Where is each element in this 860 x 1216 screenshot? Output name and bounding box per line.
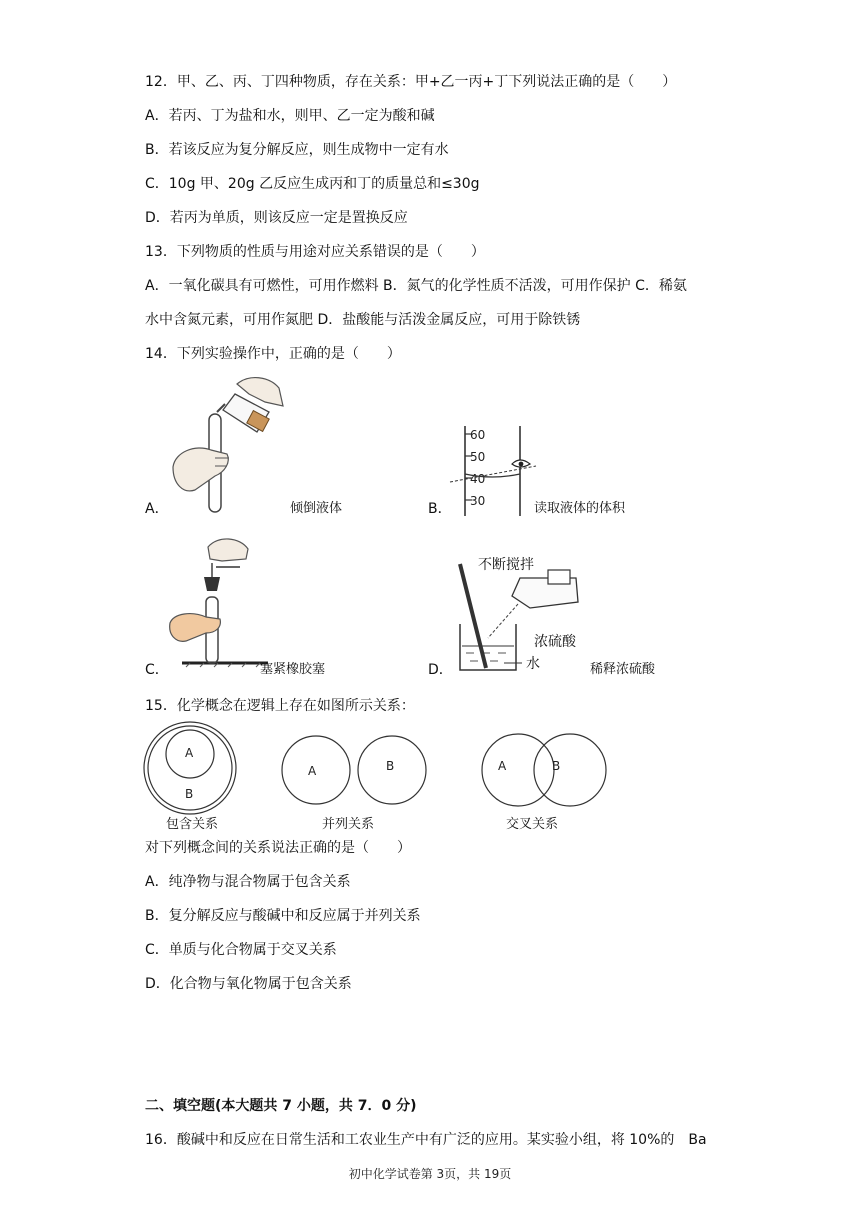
stopper-figure: [160, 533, 270, 668]
q12-option-a: A．若丙、丁为盐和水，则甲、乙一定为酸和碱: [145, 108, 435, 124]
q12-option-b: B．若该反应为复分解反应，则生成物中一定有水: [145, 142, 449, 158]
q13-options-line1: A．一氧化碳具有可燃性，可用作燃料 B．氮气的化学性质不活泼，可用作保护 C．稀氨: [145, 278, 687, 294]
q14-option-c-letter: C．: [145, 662, 169, 678]
tick-label-40: 40: [470, 472, 486, 486]
q13-stem: 13．下列物质的性质与用途对应关系错误的是（ ）: [145, 244, 485, 260]
pouring-liquid-figure: [165, 372, 285, 517]
q14-option-d-letter: D．: [428, 662, 453, 678]
venn-caption-parallel: 并列关系: [322, 817, 375, 832]
water-label: 水: [526, 656, 540, 672]
q14-option-d-caption: 稀释浓硫酸: [590, 662, 656, 677]
venn-caption-containment: 包含关系: [166, 817, 219, 832]
venn-caption-intersection: 交叉关系: [506, 817, 559, 832]
q14-option-a-letter: A．: [145, 501, 169, 517]
q14-option-b-letter: B．: [428, 501, 452, 517]
page-footer: 初中化学试卷第 3页，共 19页: [348, 1167, 512, 1181]
venn-label-b: B: [185, 787, 194, 801]
eye-icon: [512, 460, 530, 467]
dilution-figure: [448, 552, 588, 677]
q15-option-b: B．复分解反应与酸碱中和反应属于并列关系: [145, 908, 421, 924]
stir-label: 不断搅拌: [478, 557, 534, 573]
section-heading: 二、填空题(本大题共 7 小题，共 7．0 分): [145, 1098, 417, 1114]
venn-label-a: A: [308, 764, 317, 778]
q13-options-line2: 水中含氮元素，可用作氮肥 D．盐酸能与活泼金属反应，可用于除铁锈: [145, 312, 581, 328]
q12-option-c: C．10g 甲、20g 乙反应生成丙和丁的质量总和≤30g: [145, 176, 480, 192]
q15-option-a: A．纯净物与混合物属于包含关系: [145, 874, 351, 890]
q12-stem: 12．甲、乙、丙、丁四种物质，存在关系：甲+乙一丙+丁下列说法正确的是（ ）: [145, 74, 677, 90]
q14-option-c-caption: 塞紧橡胶塞: [260, 662, 326, 677]
q16-stem: 16．酸碱中和反应在日常生活和工农业生产中有广泛的应用。某实验小组，将 10%的 Ba: [145, 1132, 707, 1148]
tick-label-50: 50: [470, 450, 486, 464]
q14-option-b-caption: 读取液体的体积: [534, 501, 626, 516]
venn-intersection-diagram: [478, 730, 618, 810]
q15-stem: 15．化学概念在逻辑上存在如图所示关系：: [145, 698, 415, 714]
q14-stem: 14．下列实验操作中，正确的是（ ）: [145, 346, 401, 362]
venn-label-b: B: [386, 759, 395, 773]
measuring-cylinder-figure: [448, 420, 538, 520]
venn-parallel-diagram: [278, 732, 438, 808]
venn-label-a: A: [498, 759, 507, 773]
q15-question: 对下列概念间的关系说法正确的是（ ）: [145, 840, 411, 856]
q15-option-c: C．单质与化合物属于交叉关系: [145, 942, 337, 958]
q14-option-a-caption: 倾倒液体: [290, 501, 343, 516]
acid-label: 浓硫酸: [534, 634, 576, 650]
q15-option-d: D．化合物与氧化物属于包含关系: [145, 976, 352, 992]
tick-label-60: 60: [470, 428, 486, 442]
venn-containment-diagram: [140, 718, 250, 818]
venn-label-b: B: [552, 759, 561, 773]
venn-label-a: A: [185, 746, 194, 760]
q12-option-d: D．若丙为单质，则该反应一定是置换反应: [145, 210, 408, 226]
tick-label-30: 30: [470, 494, 486, 508]
